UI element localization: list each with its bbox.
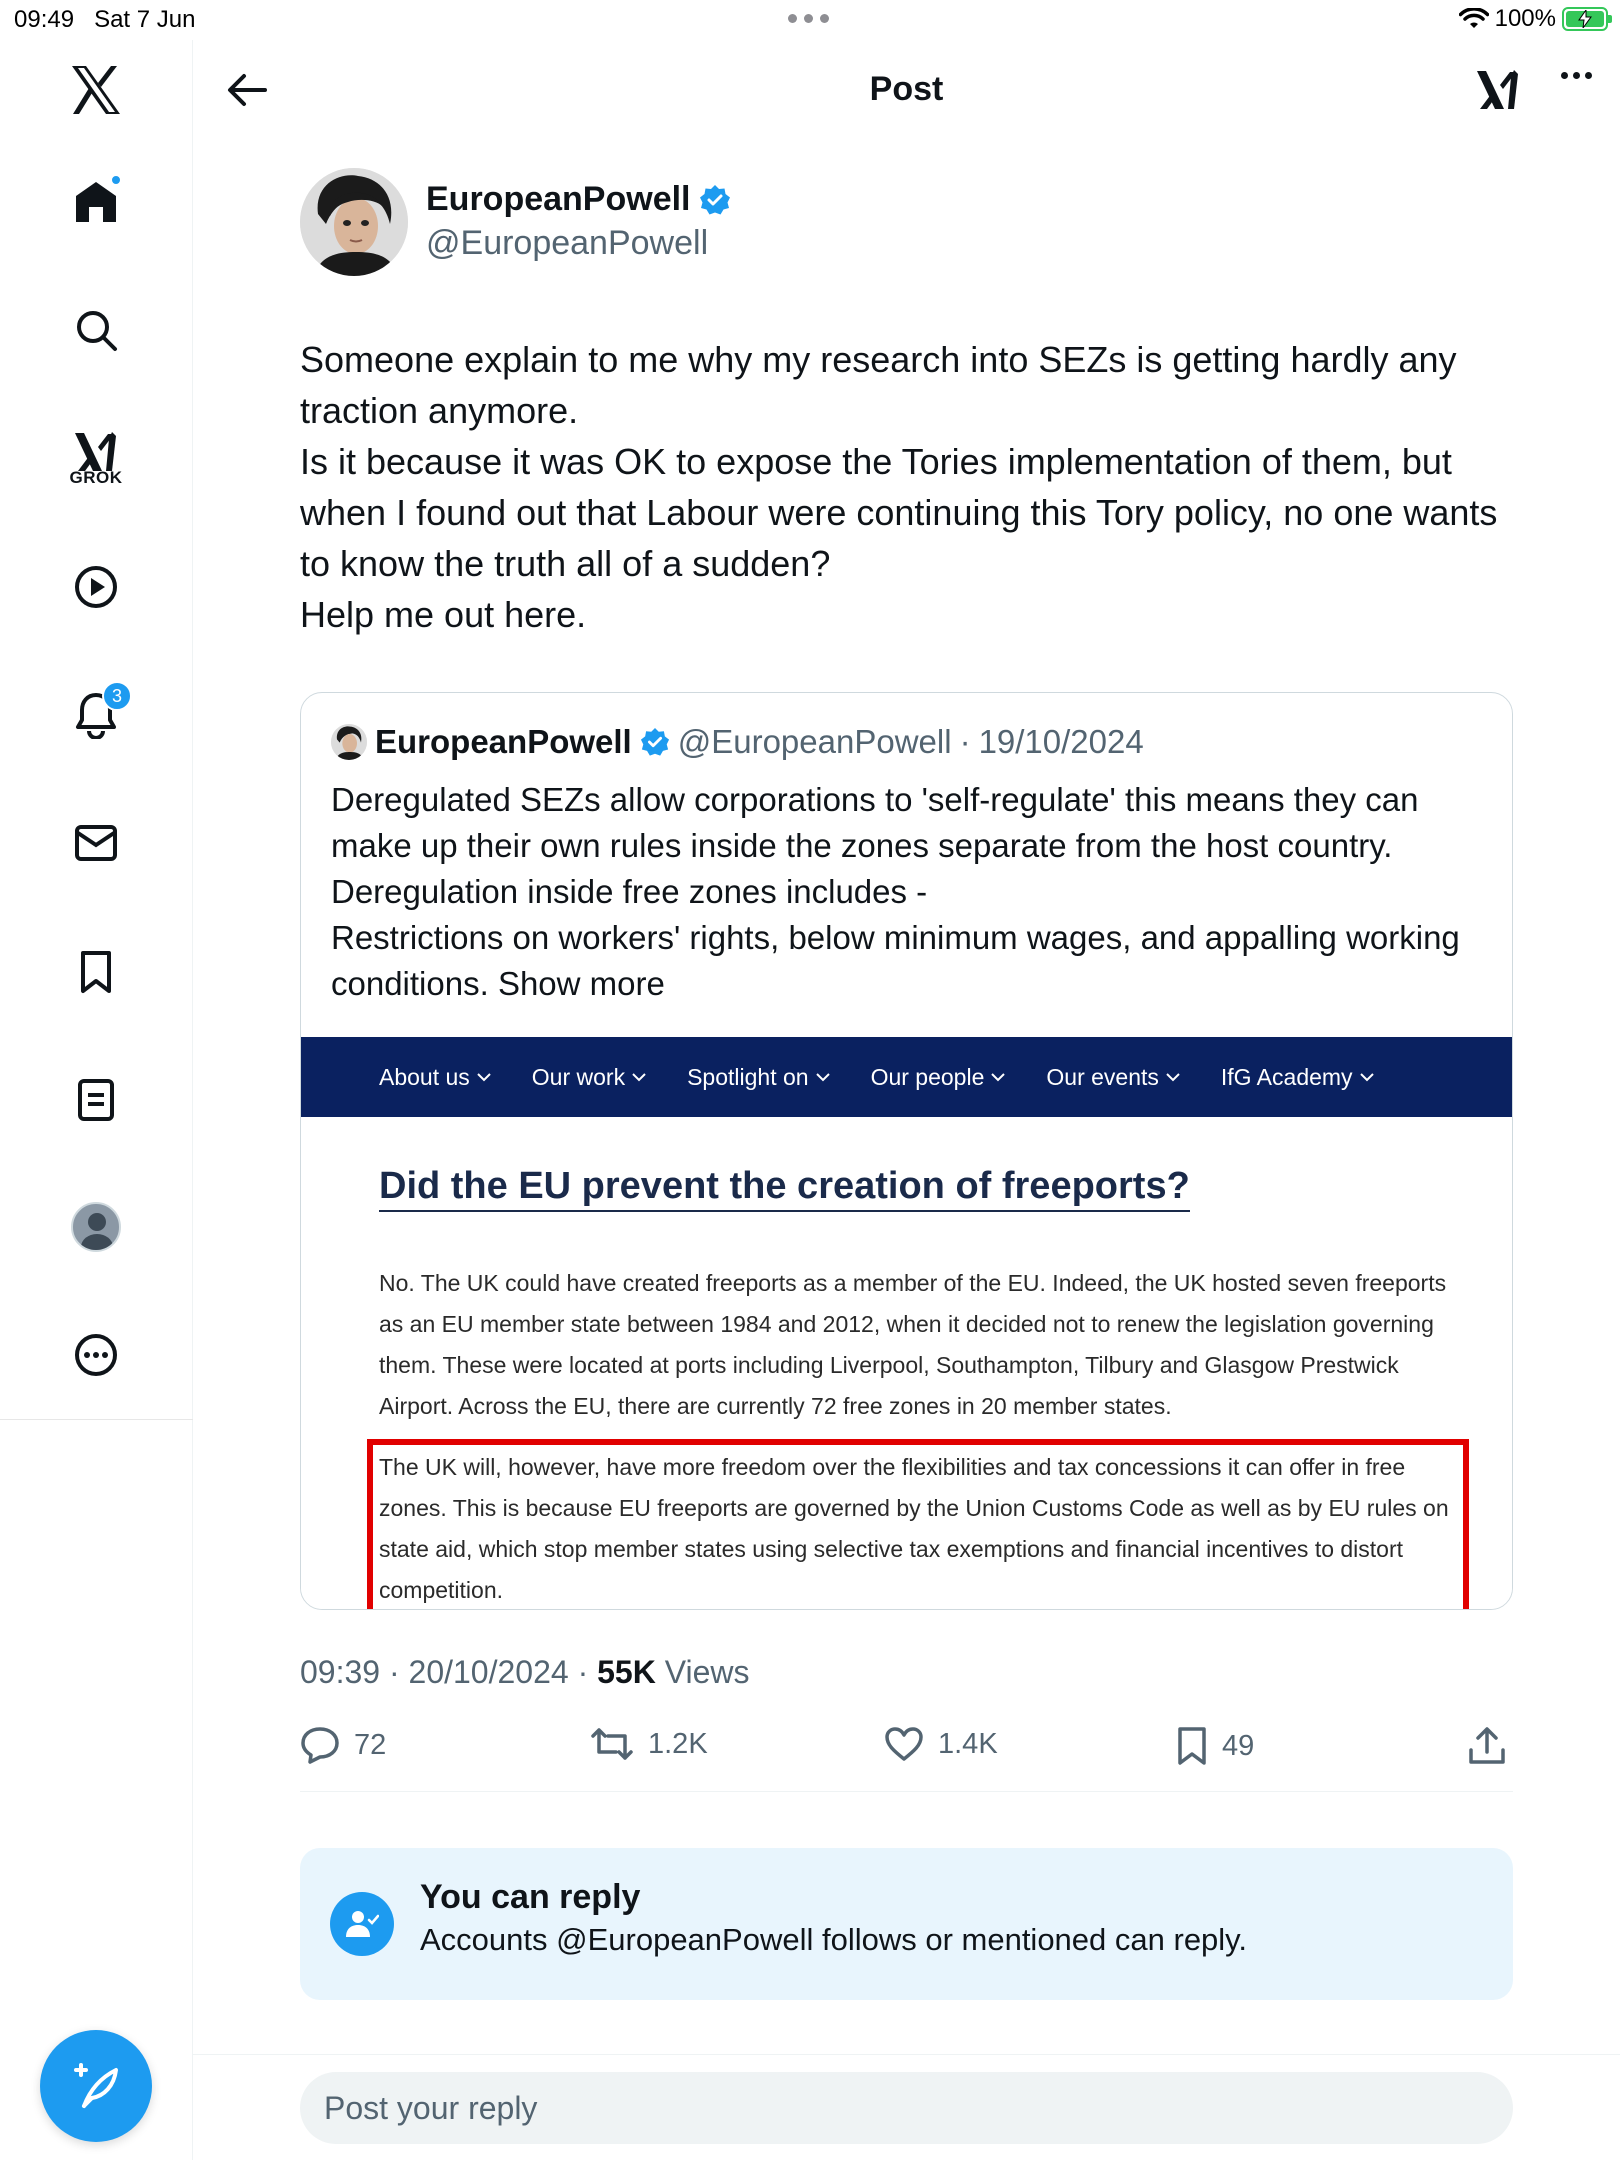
- post-date[interactable]: 20/10/2024: [408, 1654, 569, 1690]
- user-check-icon: [330, 1892, 394, 1956]
- ifg-article-title: Did the EU prevent the creation of freeports?: [379, 1165, 1190, 1212]
- ifg-nav-item: Our events: [1046, 1064, 1181, 1091]
- home-unread-dot: [110, 174, 122, 186]
- bookmark-icon: [1176, 1726, 1208, 1766]
- page-title: Post: [869, 70, 944, 108]
- status-right: [1459, 5, 1608, 33]
- author-handle[interactable]: @EuropeanPowell: [426, 224, 709, 262]
- share-icon: [1468, 1726, 1506, 1766]
- share-button[interactable]: [1468, 1726, 1506, 1766]
- compose-feather-icon: [70, 2060, 122, 2112]
- bell-icon[interactable]: [66, 685, 126, 745]
- ifg-nav-item: Our work: [532, 1064, 647, 1091]
- grok-label: GROK: [69, 468, 123, 487]
- reply-notice-title: You can reply: [420, 1878, 641, 1916]
- video-icon[interactable]: [66, 557, 126, 617]
- ifg-nav-item: Our people: [871, 1064, 1007, 1091]
- post-meta: 09:39 · 20/10/2024 · 55K Views: [300, 1654, 750, 1690]
- views-label[interactable]: Views: [664, 1654, 750, 1690]
- bookmark-button[interactable]: 49: [1176, 1726, 1254, 1766]
- red-highlight-box: [367, 1439, 1469, 1610]
- chevron-down-icon: [815, 1072, 831, 1082]
- home-icon[interactable]: [66, 172, 126, 232]
- status-time: 09:49 Sat 7 Jun: [14, 6, 196, 33]
- quote-author-name: EuropeanPowell: [375, 723, 632, 760]
- sidebar-divider: [0, 1419, 193, 1420]
- ifg-nav-item: Spotlight on: [687, 1064, 830, 1091]
- author-avatar[interactable]: [300, 168, 408, 276]
- ifg-paragraph-highlighted: The UK will, however, have more freedom over the flexibilities and tax concessions it can offer in free zones. This is because EU freeports are governed by the Union Customs Code as well as by EU rules on state aid, which stop member states using selective tax exemptions and financial incentives to distort competition.: [379, 1454, 1449, 1603]
- heart-icon: [884, 1726, 924, 1762]
- ifg-nav-item: IfG Academy: [1221, 1064, 1375, 1091]
- chevron-down-icon: [476, 1072, 492, 1082]
- quote-image[interactable]: [301, 1037, 1513, 1610]
- verified-badge-icon: [640, 727, 670, 757]
- ifg-nav-bar: [301, 1037, 1513, 1117]
- quote-header: [331, 723, 1144, 761]
- post-text: [300, 334, 1513, 640]
- reply-input[interactable]: [300, 2072, 1513, 2144]
- post-time[interactable]: 09:39: [300, 1654, 381, 1690]
- reply-button[interactable]: 72: [300, 1726, 386, 1764]
- profile-icon[interactable]: [66, 1197, 126, 1257]
- more-icon[interactable]: [66, 1325, 126, 1385]
- quote-text-line: Restrictions on workers' rights, below minimum wages, and appalling working conditions.: [331, 919, 1469, 1002]
- battery-icon: [1562, 7, 1608, 31]
- quote-text-line: Deregulated SEZs allow corporations to 'self-regulate' this means they can make up their own rules inside the zones separate from the host country.: [331, 781, 1428, 864]
- like-button[interactable]: 1.4K: [884, 1726, 998, 1762]
- reply-restriction-notice: [300, 1848, 1513, 2000]
- repost-icon: [590, 1726, 634, 1762]
- chevron-down-icon: [1359, 1072, 1375, 1082]
- repost-button[interactable]: 1.2K: [590, 1726, 708, 1762]
- status-bar: [0, 0, 1620, 40]
- reply-notice-text: Accounts @EuropeanPowell follows or mentioned can reply.: [420, 1922, 1247, 1957]
- wifi-icon: [1459, 8, 1489, 30]
- bookmark-icon[interactable]: [66, 942, 126, 1002]
- views-count: 55K: [597, 1654, 656, 1690]
- quote-author-handle: @EuropeanPowell: [677, 723, 952, 760]
- notification-badge: 3: [102, 681, 132, 711]
- chevron-down-icon: [631, 1072, 647, 1082]
- quote-separator: ·: [959, 723, 971, 760]
- post-actions: [300, 1720, 1513, 1792]
- ifg-nav-item: About us: [379, 1064, 492, 1091]
- grok-header-icon[interactable]: [1474, 66, 1522, 119]
- x-logo-icon[interactable]: [66, 60, 126, 120]
- sidebar: [0, 40, 193, 2160]
- ifg-paragraph: No. The UK could have created freeports as a member of the EU. Indeed, the UK hosted seven freeports as an EU member state between 1984 and 2012, when it decided not to renew the legislation governing them. These were located at ports including Liverpool, Southampton, Tilbury and Glasgow Prestwick Airport. Across the EU, there are currently 72 free zones in 20 member states.: [379, 1270, 1447, 1419]
- post-text-line: Help me out here.: [300, 594, 587, 635]
- quote-date: 19/10/2024: [978, 723, 1144, 760]
- battery-percent: 100%: [1494, 5, 1556, 32]
- quoted-post[interactable]: [300, 692, 1513, 1610]
- post-text-line: Someone explain to me why my research into SEZs is getting hardly any traction anymore.: [300, 339, 1467, 431]
- multitasking-dots[interactable]: [788, 14, 829, 23]
- chevron-down-icon: [990, 1072, 1006, 1082]
- reply-icon: [300, 1726, 340, 1764]
- quote-text: [331, 777, 1491, 1007]
- mail-icon[interactable]: [66, 813, 126, 873]
- reply-divider: [193, 2054, 1620, 2055]
- quote-author-avatar: [331, 724, 367, 760]
- compose-button[interactable]: [40, 2030, 152, 2142]
- post-header: [193, 40, 1620, 140]
- grok-icon[interactable]: [66, 422, 126, 487]
- show-more-link[interactable]: Show more: [497, 965, 665, 1002]
- lists-icon[interactable]: [66, 1070, 126, 1130]
- author-name[interactable]: EuropeanPowell: [426, 180, 731, 219]
- verified-badge-icon: [699, 184, 731, 216]
- search-icon[interactable]: [66, 300, 126, 360]
- post-text-line: Is it because it was OK to expose the Tories implementation of them, but when I found out that Labour were continuing this Tory policy, no one wants to know the truth all of a sudden?: [300, 441, 1508, 584]
- chevron-down-icon: [1165, 1072, 1181, 1082]
- quote-text-line: Deregulation inside free zones includes -: [331, 873, 928, 910]
- more-options-icon[interactable]: [1561, 72, 1592, 79]
